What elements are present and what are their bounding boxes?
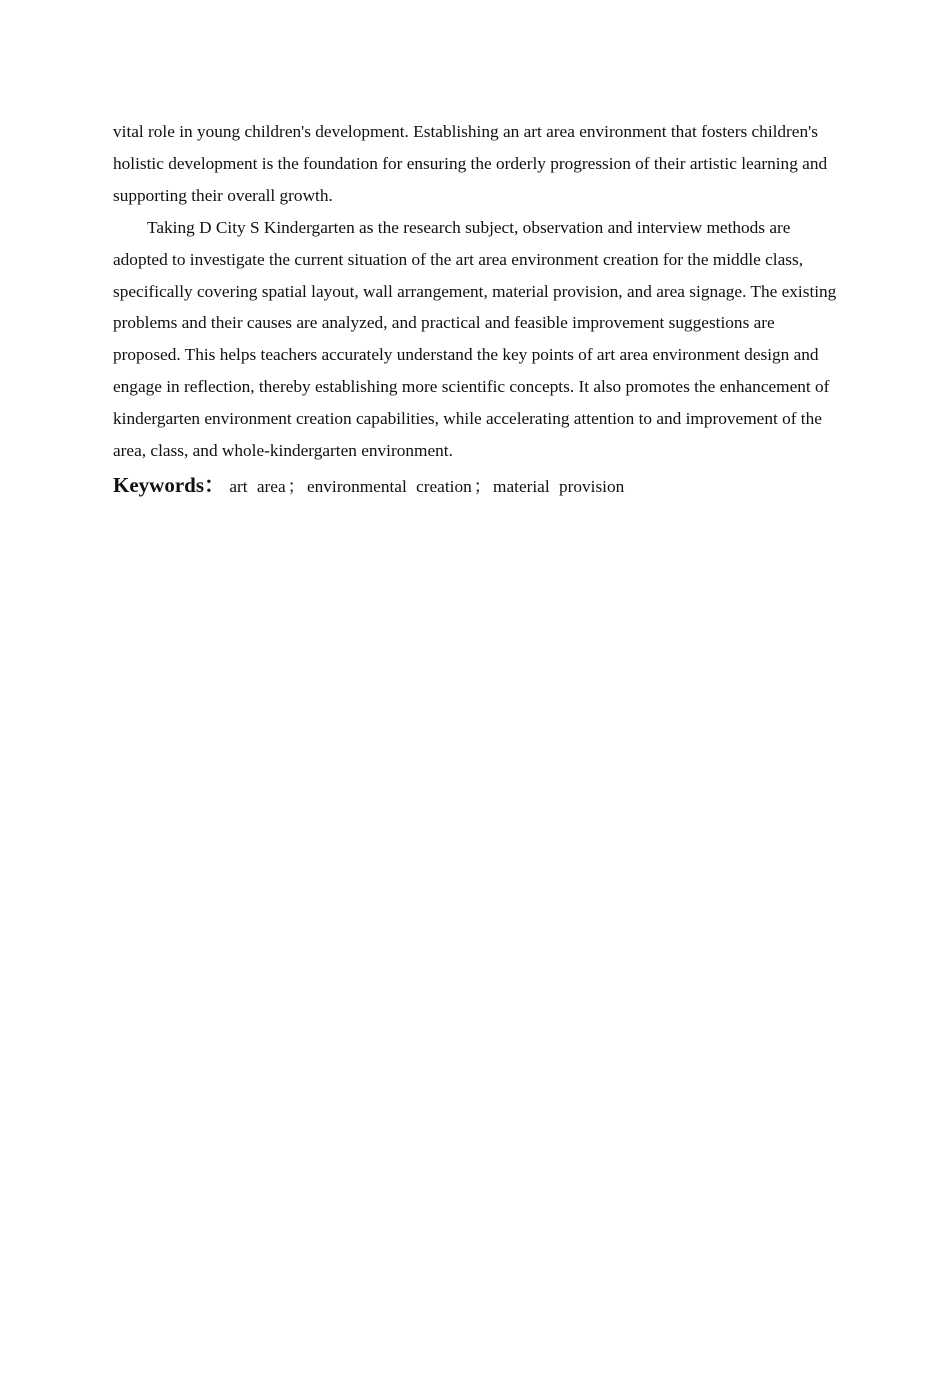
keyword-separator: ； xyxy=(473,476,492,496)
abstract-paragraph-continued: vital role in young children's development. Establishing an art area environment that fosters children's holistic development is the foundation for ensuring the orderly progression of their artistic learning and supporting their overall growth. xyxy=(113,122,828,205)
keyword-item: environmental creation xyxy=(306,476,472,496)
keyword-separator: ； xyxy=(287,476,305,496)
abstract-body xyxy=(113,116,837,503)
keywords-label: Keywords： xyxy=(113,472,225,497)
keyword-item: art area xyxy=(229,476,286,496)
keyword-item: material provision xyxy=(493,476,625,496)
keywords-line xyxy=(113,470,837,503)
abstract-paragraph-main: Taking D City S Kindergarten as the research subject, observation and interview methods are adopted to investigate the current situation of the art area environment creation for the middle class, specifically covering spatial layout, wall arrangement, material provision, and area signage. The existing problems and their causes are analyzed, and practical and feasible improvement suggestions are proposed. This helps teachers accurately understand the key points of art area environment design and engage in reflection, thereby establishing more scientific concepts. It also promotes the enhancement of kindergarten environment creation capabilities, while accelerating attention to and improvement of the area, class, and whole-kindergarten environment. xyxy=(113,217,837,461)
